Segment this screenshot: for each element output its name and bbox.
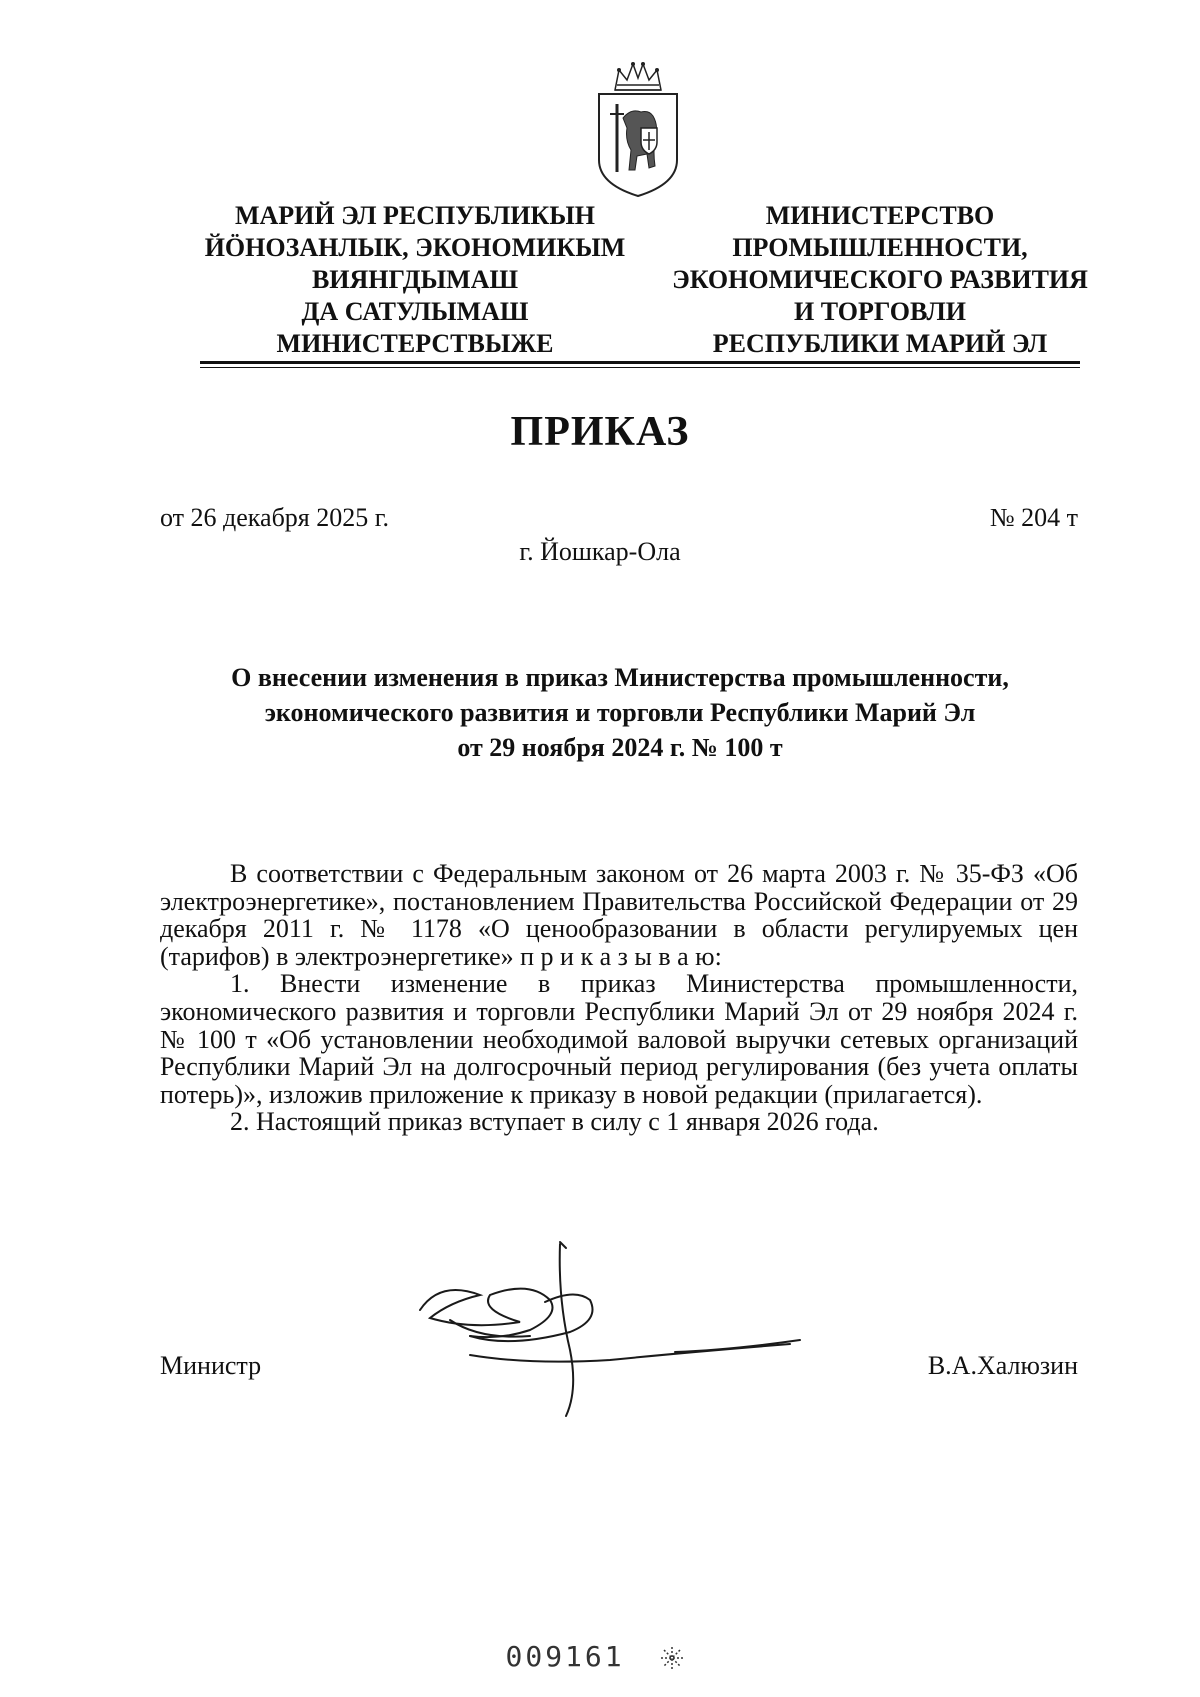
order-number: № 204 т [989,503,1078,532]
body-paragraph-item-2: 2. Настоящий приказ вступает в силу с 1 января 2026 года. [230,1107,879,1137]
header-right-line: ПРОМЫШЛЕННОСТИ, [732,233,1028,262]
ministry-name-mari [190,200,640,360]
header-left-line: ДА САТУЛЫМАШ [301,297,529,326]
header-right-line: ЭКОНОМИЧЕСКОГО РАЗВИТИЯ [672,265,1088,294]
header-left-line: МАРИЙ ЭЛ РЕСПУБЛИКЫН [234,201,596,230]
asterisk-mark-icon [659,1645,685,1671]
handwritten-signature-icon [410,1240,840,1420]
subject-line: экономического развития и торговли Республики Марий Эл [264,698,976,727]
header-left-line: ЙӦНОЗАНЛЫК, ЭКОНОМИКЫМ [204,233,626,262]
body-paragraph-item-1: 1. Внести изменение в приказ Министерства промышленности, экономического развития и торговли Республики Марий Эл от 29 ноября 2024 г. № 100 т «Об установлении необходимой валовой выручки сетевых организаций Республики Марий Эл на долгосрочный период регулирования (без учета оплаты потерь)», изложив приложение к приказу в новой редакции (прилагается). [160,969,1078,1109]
coat-of-arms-icon [593,60,683,200]
signatory-name: В.А.Халюзин [927,1351,1078,1380]
signatory-position: Министр [160,1351,262,1380]
ministry-name-russian [650,200,1110,360]
serial-number-value: 009161 [505,1640,625,1673]
subject-line: от 29 ноября 2024 г. № 100 т [457,733,783,762]
header-left-line: МИНИСТЕРСТВЫЖЕ [276,329,554,358]
header-divider-thin [200,367,1080,368]
header-right-line: РЕСПУБЛИКИ МАРИЙ ЭЛ [712,329,1048,358]
serial-number [0,1640,1190,1673]
order-body [160,860,1078,1136]
header-right-line: МИНИСТЕРСТВО [765,201,995,230]
body-paragraph-preamble: В соответствии с Федеральным законом от 26 марта 2003 г. № 35-ФЗ «Об электроэнергетике», постановлением Правительства Российской Федерации от 29 декабря 2011 г. № 1178 «О ценообразовании в области регулируемых цен (тарифов) в электроэнергетике» п р и к а з ы в а ю: [160,859,1078,971]
document-title: ПРИКАЗ [510,409,690,455]
order-subject [160,660,1080,765]
order-city: г. Йошкар-Ола [519,537,681,566]
subject-line: О внесении изменения в приказ Министерства промышленности, [231,663,1009,692]
header-right-line: И ТОРГОВЛИ [794,297,966,326]
order-date: от 26 декабря 2025 г. [160,503,389,532]
header-left-line: ВИЯНГДЫМАШ [311,265,519,294]
header-divider-thick [200,361,1080,364]
